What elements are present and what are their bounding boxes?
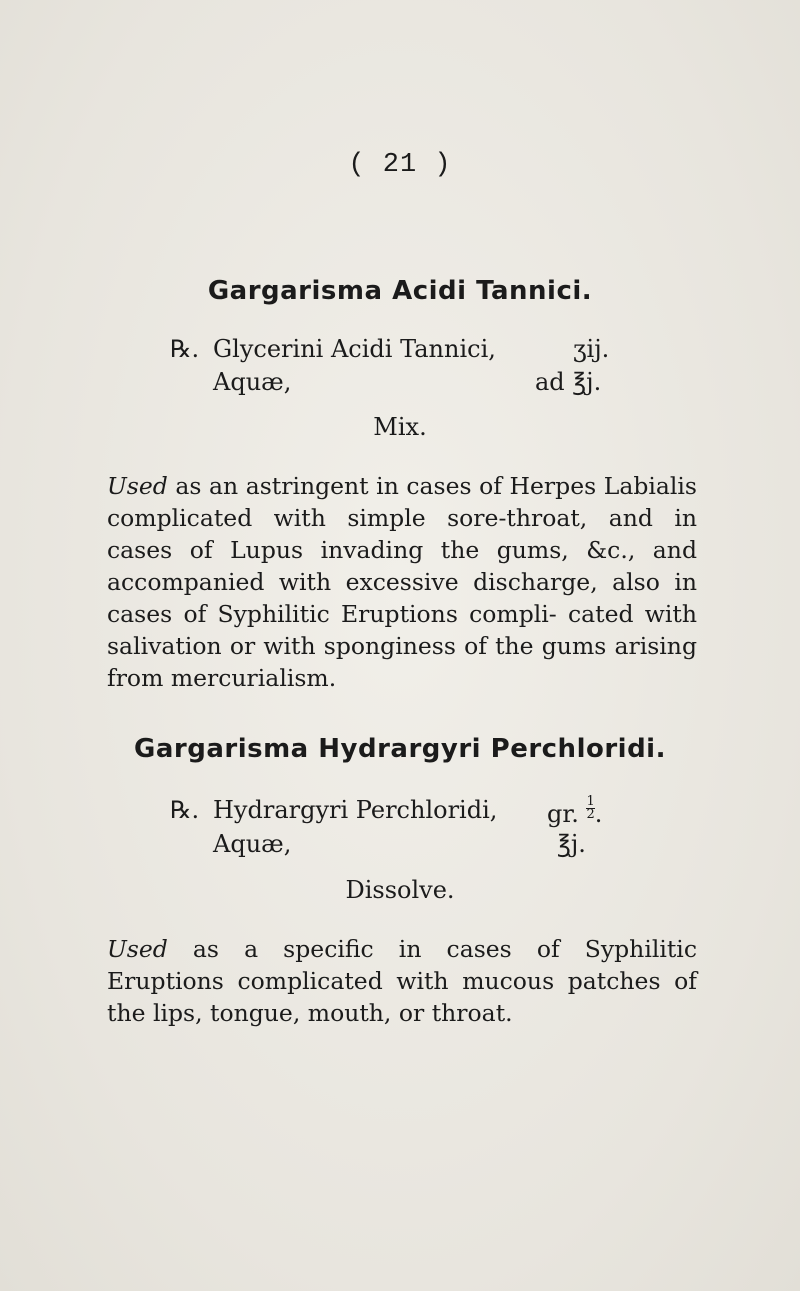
ingredient-name: Aquæ, <box>213 830 292 858</box>
rx-symbol: ℞. <box>170 335 200 363</box>
fraction-numerator: 1 <box>586 794 595 809</box>
instruction-mix: Mix. <box>373 413 427 441</box>
ingredient-amount: ad ℥j. <box>535 368 602 396</box>
rx-symbol: ℞. <box>170 796 200 824</box>
ingredient-amount: ʒij. <box>573 335 610 363</box>
amount-end: . <box>594 800 603 828</box>
section-title-hydrargyri: Gargarisma Hydrargyri Perchloridi. <box>134 734 666 764</box>
ingredient-amount <box>547 796 602 828</box>
usage-paragraph <box>107 933 697 1029</box>
usage-paragraph <box>107 470 697 694</box>
fraction-denominator: 2 <box>586 807 595 822</box>
page-number: ( 21 ) <box>348 150 452 180</box>
section-title-acidi-tannici: Gargarisma Acidi Tannici. <box>207 276 593 306</box>
usage-text: as an astringent in cases of Herpes Labialis complicated with simple sore-throat, and in cases of Lupus invading the gums, &c., and accompanied with excessive discharge, also in cases of Syphilitic Eruptions compli- cated with salivation or with sponginess of the gums arising from mercurialism. <box>107 472 697 692</box>
usage-text: as a specific in cases of Syphilitic Eruptions complicated with mucous patches of the lips, tongue, mouth, or throat. <box>107 935 697 1027</box>
ingredient-name: Hydrargyri Perchloridi, <box>213 796 498 824</box>
used-label: Used <box>107 472 168 500</box>
amount-unit: gr. <box>547 800 579 828</box>
ingredient-name: Glycerini Acidi Tannici, <box>213 335 496 363</box>
instruction-dissolve: Dissolve. <box>345 876 455 904</box>
ingredient-name: Aquæ, <box>213 368 292 396</box>
fraction <box>586 796 594 821</box>
ingredient-amount: ℥j. <box>557 830 586 858</box>
used-label: Used <box>107 935 168 963</box>
